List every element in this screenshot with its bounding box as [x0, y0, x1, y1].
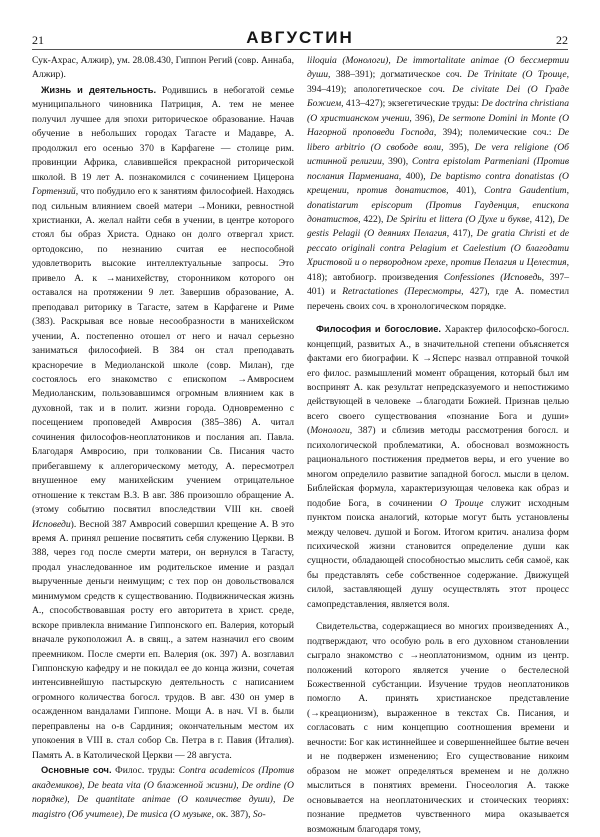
life-section-paragraph: Жизнь и деятельность. Родившись в небогатой семье муниципального чиновника Патриция, А. тем не менее получил лучшее для эпохи риторическое образование. Начав обучение в небольших городах Тагасте и Мадавре, А. продолжил его осенью 370 в Карфагене — столице рим. провинции Африка, славившейся прекрасной риторической школой. В 19 лет А. познакомился с сочинением Цицерона Гортензий, что побудило его к занятиям философией. Находясь под сильным влиянием своей матери →Моники, ревностной христианки, А. желал найти себя в учении, в центре которого стоял бы образ Христа. Однако он долго отвергал христ. ортодоксию, по незнанию считая ее неспособной удовлетворить высокие интеллектуальные запросы. Это привело А. к →манихейству, сторонником которого он оставался на протяжении 9 лет. Завершив образование, А. преподавал риторику в Тагасте, затем в Карфагене и Риме (383). Раскрывая все новые несообразности в манихейском учении, А. постепенно отошел от него и начал серьезно заниматься философией. В 384 он стал преподавать красноречие в Медиоланской школе (совр. Милан), где состоялось его знакомство с епископом →Амвросием Медиоланским, пользовавшимся огромным влиянием как в духовной, так и в полит. жизни города. Одновременно с посещением проповедей Амвросия (385–386) А. читал сочинения философов-неоплатоников и послания ап. Павла. Благодаря Амвросию, при толковании Св. Писания часто прибегавшему к аллегорическому методу, А. пересмотрел внушенное ему манихейским учением отрицательное отношение к текстам В.З. В авг. 386 произошло обращение А. (этому событию посвятил впоследствии VIII кн. своей Исповеди). Весной 387 Амвросий совершил крещение А. В это время А. принял решение посвятить себя служению Церкви. В 388, через год после смерти матери, он вернулся в Тагасту, продал унаследованное им родительское имение и раздал вырученные деньги неимущим; с тех пор он довольствовался минимумом средств к существованию. Подвижническая жизнь А., способствовавшая росту его авторитета в христ. среде, вскоре привлекла внимание Гиппонского еп. Валерия, который вначале рукоположил А. в свящ., а затем назначил его своим преемником. После смерти еп. Валерия (ок. 397) А. возглавил Гиппонскую кафедру и не покидал ее до конца жизни, сочетая интенсивнейшую пастырскую деятельность с написанием огромного количества богосл. трудов. В авг. 430 он умер в осажденном вандалами Гиппоне. Мощи А. в нач. VI в. были переправлены на о-в Сардиния; окончательным местом их упокоения в VIII в. стал собор Св. Петра в г. Павия (Италия). Память А. в Католической Церкви — 28 августа.: [32, 84, 294, 761]
running-title: АВГУСТИН: [246, 28, 354, 47]
left-column: [32, 54, 294, 820]
section-heading-works: Основные соч.: [41, 765, 112, 776]
page-header: [0, 0, 600, 47]
works-section-paragraph: Основные соч. Филос. труды: Contra academicos (Против академиков), De beata vita (О блаженной жизни), De ordine (О порядке), De quantitate animae (О количестве души), De magistro (Об учителе), De musica (О музыке, ок. 387), So-: [32, 765, 294, 820]
right-column: [307, 54, 570, 835]
section-heading-philosophy: Философия и богословие.: [316, 324, 441, 335]
section-heading-life: Жизнь и деятельность.: [41, 84, 157, 95]
works-continued-paragraph: liloquia (Монологи), De immortalitate animae (О бессмертии души, 388–391); догматическое соч. De Trinitate (О Троице, 394–419); апологетическое соч. De civitate Dei (О Граде Божием, 413–427); экзегетические труды: De doctrina christiana (О христианском учении, 396), De sermone Domini in Monte (О Нагорной проповеди Господа, 394); полемические соч.: De libero arbitrio (О свободе воли, 395), De vera religione (Об истинной религии, 390), Contra epistolam Parmeniani (Против послания Пармениана, 400), De baptismo contra donatistas (О крещении, против донатистов, 401), Contra Gaudentium, donatistarum episcopum (Против Гауденция, епископа донатистов, 422), De Spiritu et littera (О Духе и букве, 412), De gestis Pelagii (О деяниях Пелагия, 417), De gratia Christi et de peccato originali contra Pelagium et Caelestium (О благодати Христовой и о первородном грехе, против Пелагия и Целестия, 418); автобиогр. произведения Confessiones (Исповедь, 397–401) и Retractationes (Пересмотры, 427), где А. поместил перечень своих соч. в хронологическом порядке.: [307, 55, 570, 312]
intro-paragraph: Сук-Ахрас, Алжир), ум. 28.08.430, Гиппон Регий (совр. Аннаба, Алжир).: [32, 55, 294, 81]
header-rule: [32, 49, 568, 50]
page-number-right: 22: [556, 33, 568, 47]
neoplatonism-paragraph: Свидетельства, содержащиеся во многих произведениях А., подтверждают, что особую роль в его духовном становлении сыграло знакомство с →неоплатонизмом, одним из центр. положений которого является учение о бестелесной Божественной субстанции. Изучение трудов неоплатоников помогло А. принять христианское представление (→креационизм), выраженное в текстах Св. Писания, и согласовать с ним концепцию соотношения времени и вечности: Бог как истиннейшее и совершеннейшее бытие вечен и не подвержен изменению; Его существование никоим образом не может определяться временем и не должно мыслиться в понятиях времени. Гносеология А. также основывается на неоплатонических и стоических теориях: познание предметов чувственного мира оказывается возможным благодаря тому,: [307, 621, 569, 835]
philosophy-section-paragraph: Философия и богословие. Характер философско-богосл. концепций, развитых А., в значительной степени объясняется фактами его биографии. К →Ясперс назвал отправной точкой его филос. размышлений момент обращения, который был им воспринят А. как результат непредсказуемого и непостижимо действующей в человеке →благодати Божией. Признав целью всего своего существования «познание Бога и души» (Монологи, 387) и сблизив методы рассмотрения богосл. и психологической проблематики, А. обосновал возможность рационального постижения предметов веры, и его учение во многом определило развитие западной богосл. мысли в целом. Библейская формула, характеризующая человека как образ и подобие Бога, в сочинении О Троице служит исходным пунктом поиска аналогий, которые могут быть установлены между человеч. душой и Богом. Итогом критич. анализа форм психической жизни становится определение души как сущности, обладающей способностью мыслить себя самоё, как бы представлять себе собственное содержание. Движущей силой, заставляющей душу осуществлять этот процесс самопредставления, является воля.: [307, 324, 570, 610]
page-number-left: 21: [32, 33, 44, 47]
